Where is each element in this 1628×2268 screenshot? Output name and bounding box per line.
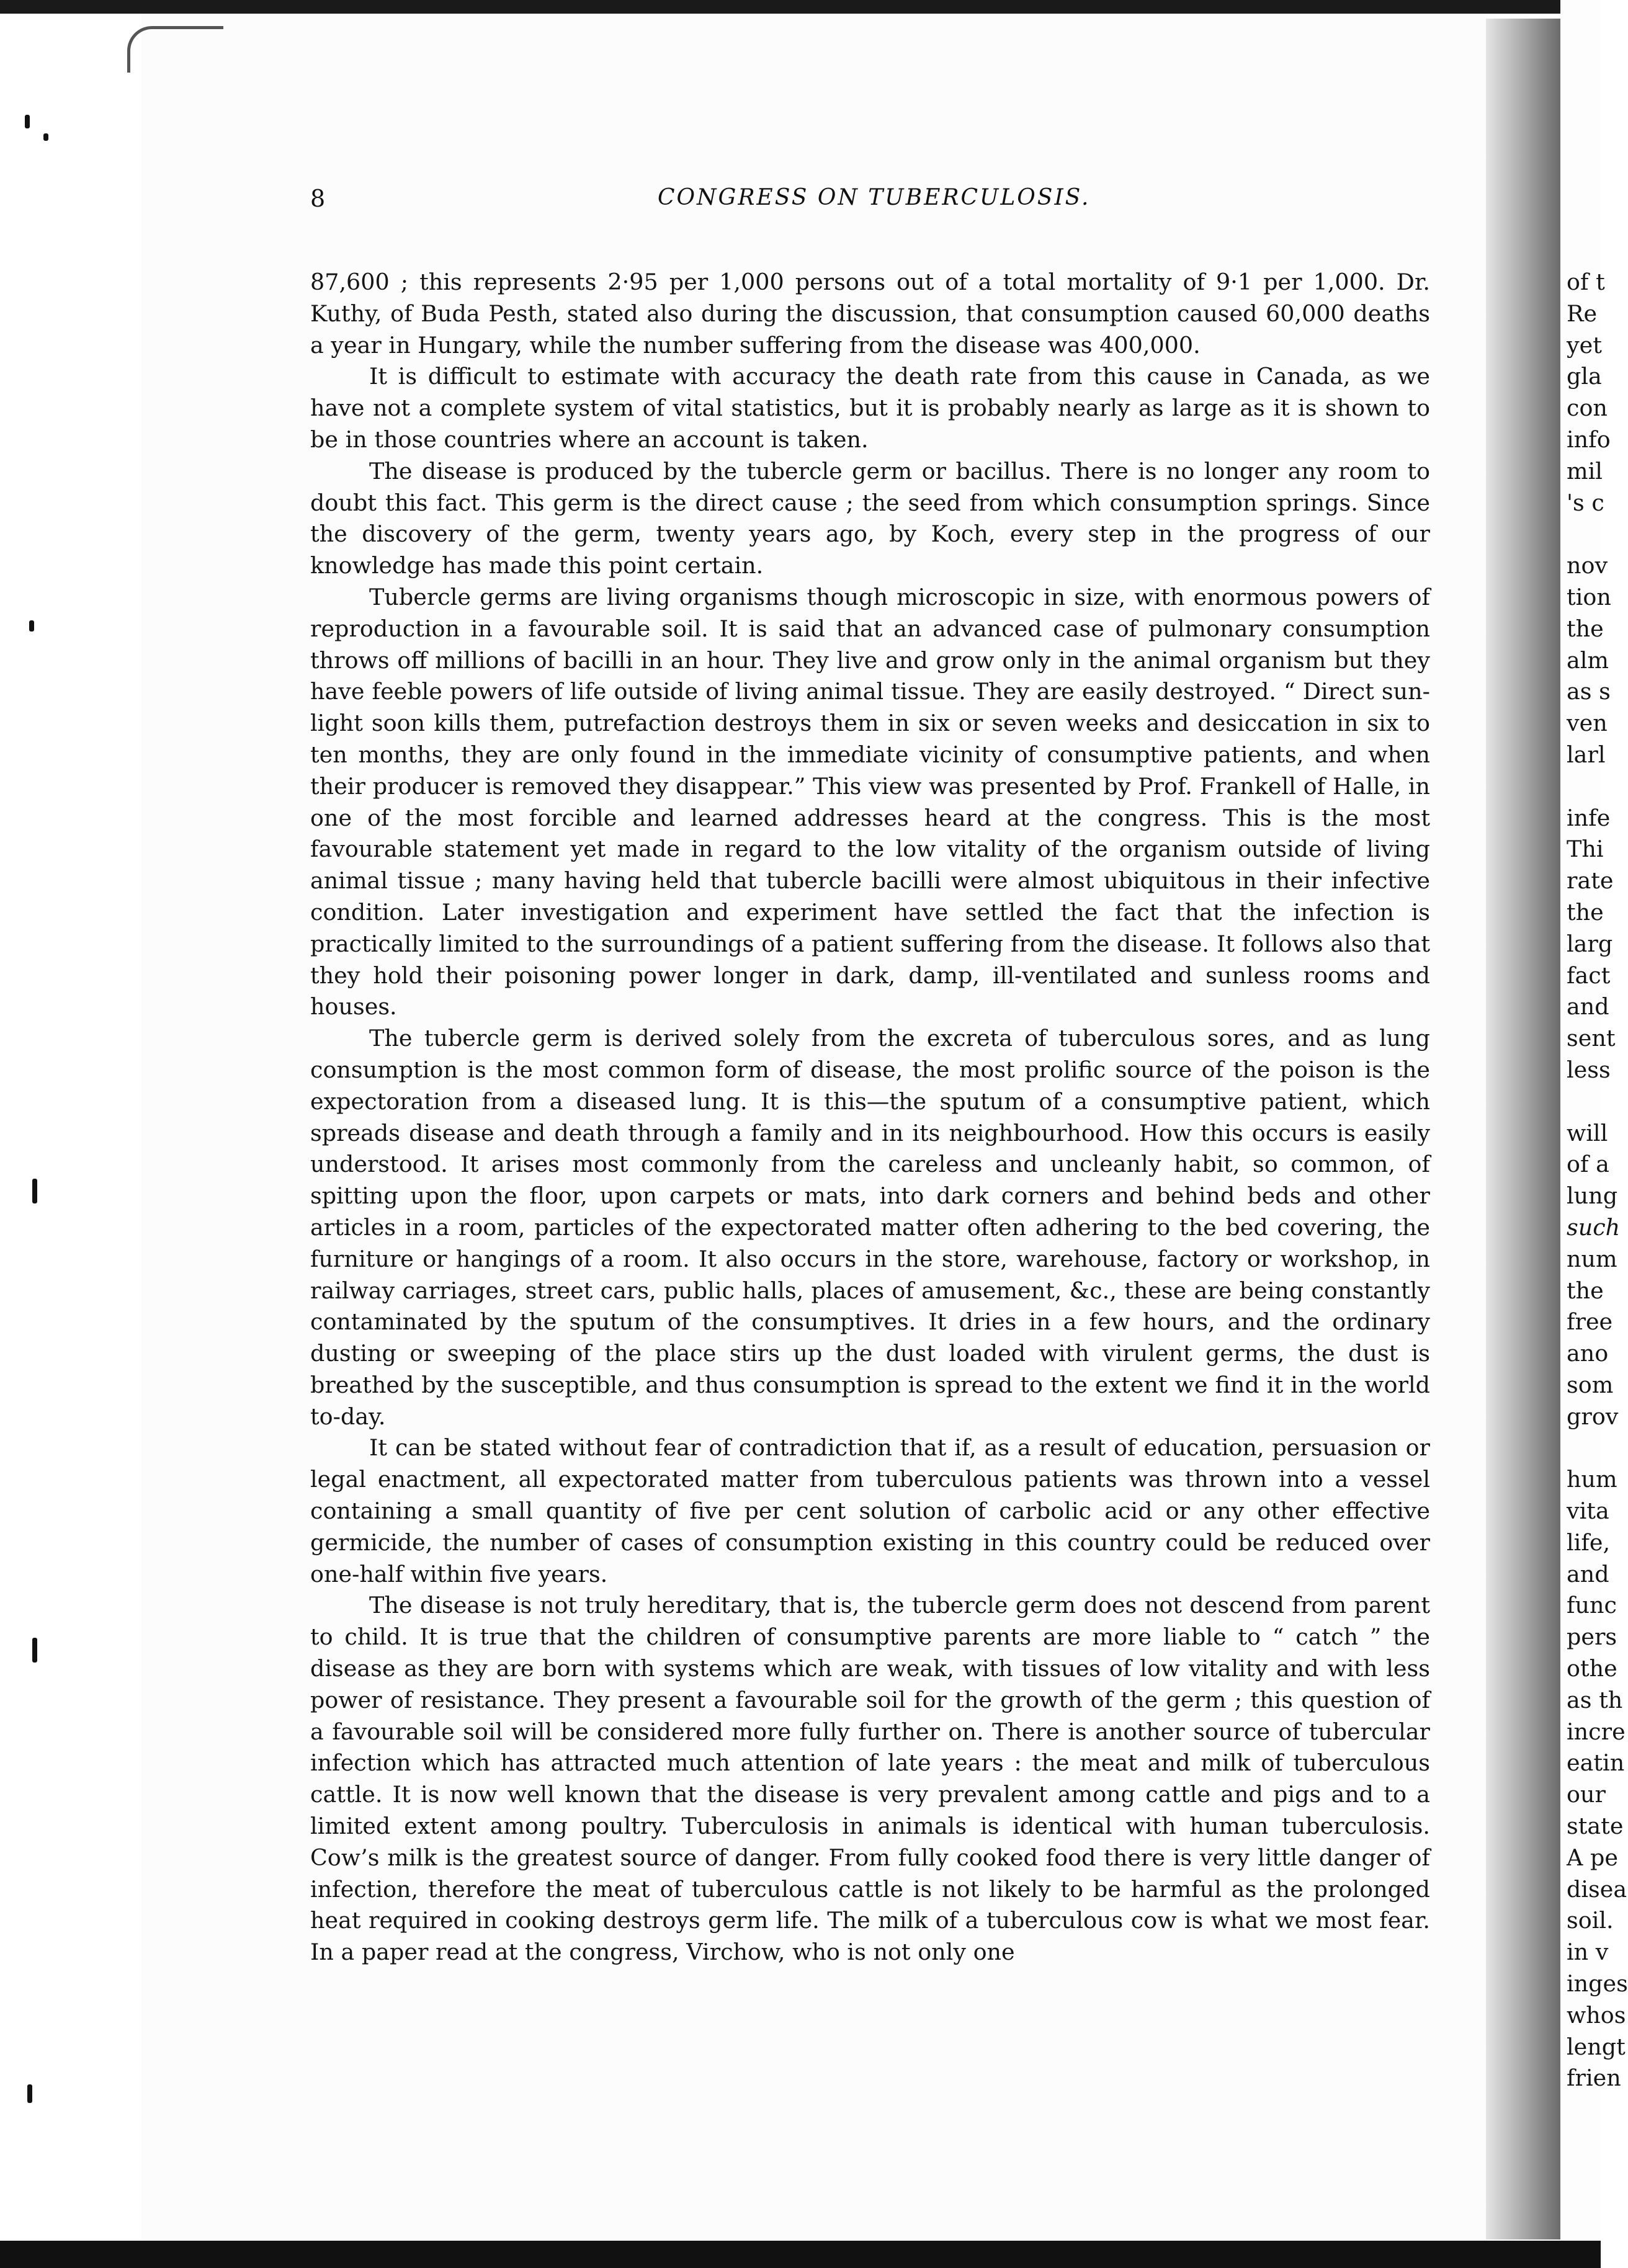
facing-fragment: larg [1567,930,1613,957]
facing-fragment: in v [1567,1939,1609,1966]
margin-speck [32,1638,37,1663]
facing-fragment: life, [1567,1529,1611,1556]
facing-fragment: func [1567,1592,1617,1619]
facing-fragment: whos [1567,2001,1626,2029]
margin-speck [29,620,34,632]
facing-fragment: of a [1567,1151,1609,1178]
paragraph: The tubercle germ is derived solely from the excreta of tuberculous sores, and as lung consumption is the most common form of disease, the most prolific source of the poison is the expectoration from a diseased lung. It is this—the sputum of a consumptive patient, which spreads disease and death through a family and in its neighbourhood. How this occurs is easily understood. It arises most commonly from the careless and uncleanly habit, so common, of spitting upon the floor, upon carpets or mats, into dark corners and behind beds and other articles in a room, particles of the expectorated matter often adhering to the bed covering, the furniture or hangings of a room. It also occurs in the store, warehouse, factory or workshop, in railway carriages, street cars, public halls, places of amusement, &c., these are being constantly contaminated by the sputum of the consumptives. It dries in a few hours, and the ordinary dusting or sweeping of the place stirs up the dust loaded with virulent germs, the dust is breathed by the susceptible, and thus consumption is spread to the extent we find it in the world to-day. [310,1025,1430,1430]
facing-fragment: tion [1567,583,1611,610]
running-head: CONGRESS ON TUBERCULOSIS. [658,185,1091,210]
paragraph: 87,600 ; this represents 2·95 per 1,000 persons out of a total mortality of 9·1 per 1,000. Dr. Kuthy, of Buda Pesth, stated also during the discussion, that consumption caused 60,000 deaths a year in Hungary, while the number suffering from the disease was 400,000. [310,269,1430,359]
facing-fragment: eatin [1567,1749,1625,1777]
facing-fragment: disea [1567,1875,1627,1903]
margin-speck [43,133,48,141]
facing-fragment: the [1567,615,1604,642]
facing-fragment: and [1567,1560,1609,1587]
paragraph: Tubercle germs are living organisms though microscopic in size, with enormous powers of reproduction in a favourable soil. It is said that an advanced case of pulmonary consumption throws off millions of bacilli in an hour. They live and grow only in the animal organism but they have feeble powers of life outside of living animal tissue. They are easily destroyed. “ Direct sun-light soon kills them, putrefaction destroys them in six or seven weeks and desiccation in six to ten months, they are only found in the immediate vicinity of consumptive patients, and when their producer is removed they disappear.” This view was presented by Prof. Frankell of Halle, in one of the most forcible and learned addresses heard at the congress. This is the most favourable statement yet made in regard to the low vitality of the organism outside of living animal tissue ; many having held that tubercle bacilli were almost ubiquitous in their infective condition. Later investigation and experiment have settled the fact that the infection is practically limited to the surroundings of a patient suffering from the disease. It follows also that they hold their poisoning power longer in dark, damp, ill-ventilated and sunless rooms and houses. [310,583,1430,1020]
scan-bottom-edge [0,2241,1601,2268]
facing-fragment: ven [1567,710,1608,737]
facing-fragment: Re [1567,300,1598,327]
facing-fragment: sent [1567,1025,1616,1052]
paragraph: The disease is produced by the tubercle germ or bacillus. There is no longer any room to doubt this fact. This germ is the direct cause ; the seed from which consumption springs. Since the discovery of the germ, twenty years ago, by Koch, every step in the progress of our knowledge has made this point certain. [310,457,1430,579]
facing-fragment: incre [1567,1718,1626,1745]
facing-fragment: alm [1567,646,1609,674]
facing-fragment: gla [1567,363,1602,390]
facing-fragment: soil. [1567,1907,1614,1934]
body-text [310,267,1430,1968]
facing-fragment: mil [1567,457,1603,484]
facing-fragment: othe [1567,1655,1617,1682]
facing-fragment: as s [1567,678,1611,705]
paragraph: It is difficult to estimate with accuracy the death rate from this cause in Canada, as we have not a complete system of vital statistics, but it is probably nearly as large as it is shown to be in those countries where an account is taken. [310,363,1430,453]
facing-fragment: rate [1567,867,1614,895]
facing-fragment: con [1567,395,1608,422]
facing-fragment: 's c [1567,489,1604,516]
facing-fragment: larl [1567,741,1606,768]
facing-fragment: and [1567,993,1609,1020]
book-gutter-shadow [1486,19,1560,2239]
facing-fragment: state [1567,1813,1624,1840]
facing-fragment: yet [1567,331,1602,359]
paragraph: The disease is not truly hereditary, that is, the tubercle germ does not descend from parent to child. It is true that the children of consumptive parents are more liable to “ catch ” the disease as they are born with systems which are weak, with tissues of low vitality and with less power of resistance. They present a favourable soil for the growth of the germ ; this question of a favourable soil will be considered more fully further on. There is another source of tubercular infection which has attracted much attention of late years : the meat and milk of tuberculous cattle. It is now well known that the disease is very prevalent among cattle and pigs and to a limited extent among poultry. Tuberculosis in animals is identical with human tuberculosis. Cow’s milk is the greatest source of danger. From fully cooked food there is very little danger of infection, therefore the meat of tuberculous cattle is not likely to be harmful as the prolonged heat required in cooking destroys germ life. The milk of a tuberculous cow is what we most fear. In a paper read at the congress, Virchow, who is not only one [310,1592,1430,1966]
paragraph: It can be stated without fear of contradiction that if, as a result of education, persuasion or legal enactment, all expectorated matter from tuberculous patients was thrown into a vessel containing a small quantity of five per cent solution of carbolic acid or any other effective germicide, the number of cases of consumption existing in this country could be reduced over one-half within five years. [310,1434,1430,1587]
facing-fragment: inges [1567,1970,1628,1998]
facing-fragment: lengt [1567,2033,1626,2060]
facing-fragment: our [1567,1781,1606,1808]
facing-fragment: Thi [1567,836,1604,863]
page-header [310,185,1427,222]
facing-fragment: lung [1567,1182,1618,1210]
scan-top-edge [0,0,1601,14]
facing-fragment: grov [1567,1403,1619,1430]
facing-fragment: free [1567,1308,1613,1336]
facing-page-text [1567,267,1628,2094]
facing-fragment: fact [1567,962,1611,989]
facing-fragment: as th [1567,1686,1623,1713]
facing-fragment: A pe [1567,1844,1618,1871]
facing-fragment: of t [1567,269,1605,295]
facing-fragment: the [1567,1277,1604,1304]
page-number: 8 [310,185,326,212]
facing-fragment: the [1567,898,1604,926]
facing-fragment: ano [1567,1340,1609,1367]
facing-fragment: nov [1567,552,1608,579]
margin-speck [25,115,30,128]
facing-fragment: less [1567,1056,1611,1083]
facing-fragment: num [1567,1245,1617,1272]
facing-fragment: info [1567,426,1611,453]
page-corner-curl [127,26,223,73]
margin-speck [32,1179,37,1203]
facing-fragment: hum [1567,1466,1617,1493]
facing-fragment: vita [1567,1498,1609,1525]
facing-fragment: som [1567,1371,1614,1398]
facing-fragment: infe [1567,804,1611,831]
margin-speck [27,2084,32,2103]
facing-fragment: pers [1567,1623,1617,1651]
facing-fragment: will [1567,1119,1608,1146]
facing-fragment: frien [1567,2065,1621,2092]
facing-fragment: such [1567,1213,1621,1241]
